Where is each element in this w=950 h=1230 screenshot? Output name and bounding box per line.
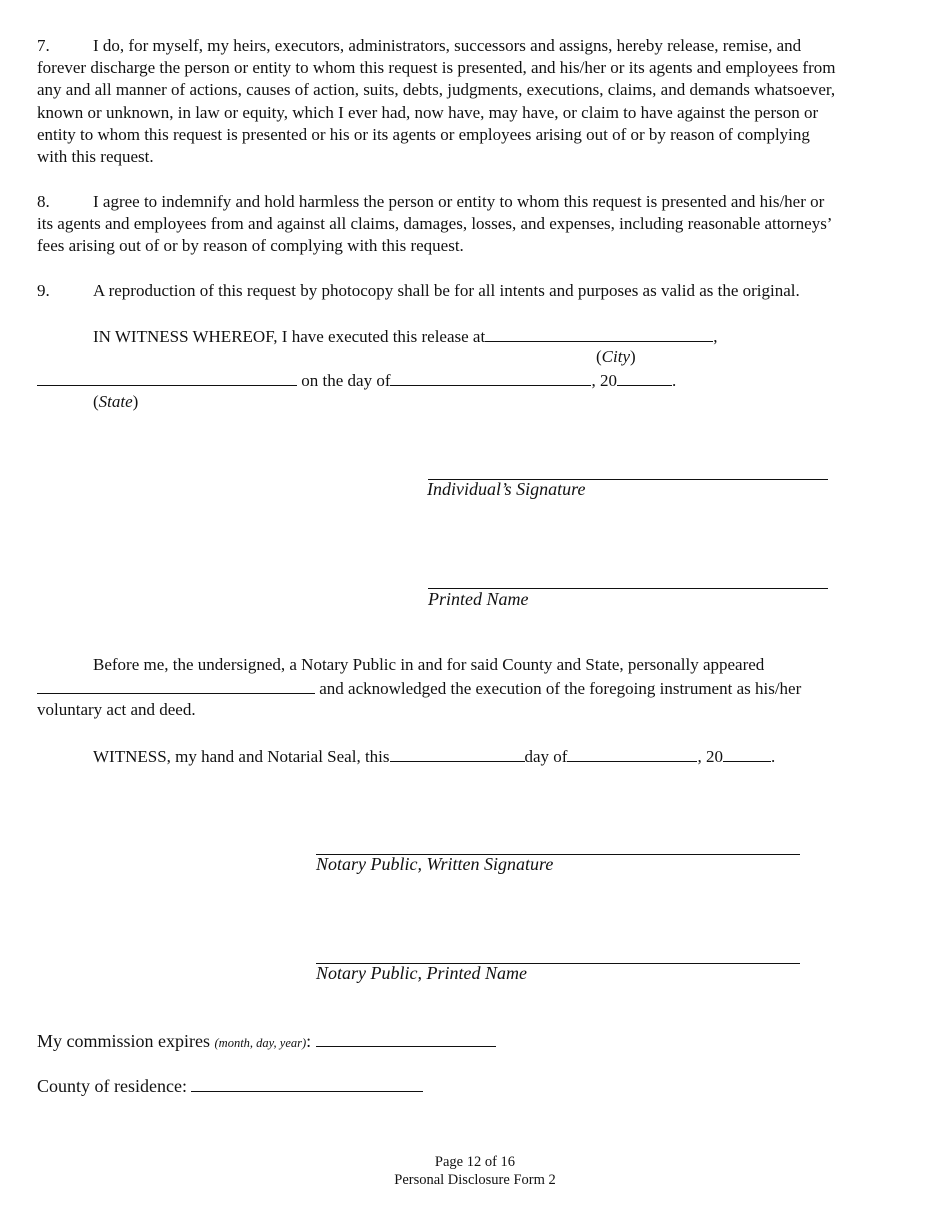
county-residence-field[interactable]: [191, 1075, 423, 1092]
paragraph-8: [37, 191, 917, 258]
paragraph-line: any and all manner of actions, causes of action, suits, debts, judgments, executions, claims, and demands whatsoever,: [37, 80, 836, 100]
state-date-line: on the day of , 20 .: [37, 369, 676, 391]
city-caption: (City): [596, 347, 636, 366]
notary-day-field[interactable]: [390, 745, 525, 762]
state-caption: (State): [93, 392, 139, 411]
paragraph-line: I do, for myself, my heirs, executors, administrators, successors and assigns, hereby release, remise, and: [93, 36, 802, 55]
appeared-name-field[interactable]: [37, 677, 315, 694]
commission-expires-field[interactable]: [316, 1030, 496, 1047]
paragraph-number: 9.: [37, 281, 50, 300]
notary-signature-caption: Notary Public, Written Signature: [316, 854, 554, 874]
form-name: Personal Disclosure Form 2: [394, 1172, 556, 1188]
commission-expires-line: My commission expires (month, day, year):: [37, 1030, 496, 1052]
page-number: Page 12 of 16: [434, 1154, 516, 1170]
paragraph-number: 7.: [37, 36, 50, 55]
individual-signature-caption: Individual’s Signature: [427, 479, 586, 499]
city-field[interactable]: [485, 325, 713, 342]
paragraph-line: I agree to indemnify and hold harmless the person or entity to whom this request is presented and his/her or: [93, 192, 825, 211]
notary-year-field[interactable]: [723, 745, 771, 762]
day-field[interactable]: [390, 369, 591, 386]
paragraph-line: forever discharge the person or entity to whom this request is presented, and his/her or its agents and employees from: [37, 58, 836, 78]
year-field[interactable]: [617, 369, 672, 386]
paragraph-line: its agents and employees from and against all claims, damages, losses, and expenses, including reasonable attorneys’: [37, 214, 833, 234]
paragraph-line: A reproduction of this request by photocopy shall be for all intents and purposes as valid as the original.: [93, 281, 800, 300]
county-residence-line: County of residence:: [37, 1075, 423, 1097]
paragraph-number: 8.: [37, 192, 50, 211]
notary-witness-line: WITNESS, my hand and Notarial Seal, this day of , 20 .: [93, 747, 776, 766]
paragraph-line: known or unknown, in law or equity, which I ever had, now have, may have, or claim to have against the person or: [37, 102, 819, 122]
notary-paragraph-line-3: voluntary act and deed.: [37, 700, 196, 719]
witness-release-line: IN WITNESS WHEREOF, I have executed this release at ,: [93, 327, 718, 346]
notary-printed-name-caption: Notary Public, Printed Name: [316, 963, 527, 983]
paragraph-line: with this request.: [37, 147, 154, 167]
notary-paragraph-line-1: Before me, the undersigned, a Notary Public in and for said County and State, personally appeared: [93, 655, 765, 674]
paragraph-line: fees arising out of or by reason of complying with this request.: [37, 236, 464, 256]
notary-month-field[interactable]: [567, 745, 697, 762]
notary-paragraph-line-2: and acknowledged the execution of the foregoing instrument as his/her: [37, 677, 801, 699]
paragraph-7: [37, 35, 917, 168]
state-field[interactable]: [37, 369, 297, 386]
printed-name-caption: Printed Name: [428, 589, 529, 609]
paragraph-9: [37, 280, 917, 302]
paragraph-line: entity to whom this request is presented or his or its agents or employees arising out of or by reason of complying: [37, 124, 810, 144]
page-footer: [0, 1153, 950, 1189]
